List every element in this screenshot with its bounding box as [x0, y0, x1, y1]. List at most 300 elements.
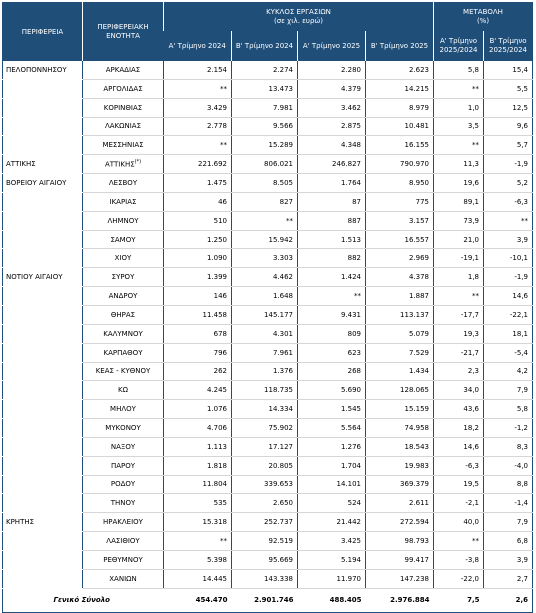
cell-regional-unit	[83, 249, 164, 268]
cell-q1-2025: 4.348	[298, 136, 366, 155]
cell-change-q1: 3,5	[434, 117, 484, 136]
cell-change-q1: 73,9	[434, 211, 484, 230]
cell-q2-2024: 806.021	[232, 155, 298, 174]
cell-q2-2025: 8.979	[366, 98, 434, 117]
cell-q1-2024: 15.318	[164, 513, 232, 532]
header-q2-2025: Β' Τρίμηνο 2025	[366, 31, 434, 61]
cell-q1-2024: 5.398	[164, 550, 232, 569]
cell-q1-2025: 11.970	[298, 569, 366, 588]
cell-q2-2024: 145.177	[232, 305, 298, 324]
cell-change-q2: 5,7	[484, 136, 533, 155]
cell-q1-2025: 887	[298, 211, 366, 230]
cell-region	[3, 117, 83, 136]
cell-regional-unit	[83, 456, 164, 475]
cell-change-q2: 8,8	[484, 475, 533, 494]
cell-regional-unit	[83, 211, 164, 230]
cell-change-q1: 14,6	[434, 437, 484, 456]
cell-q1-2024: 4.245	[164, 381, 232, 400]
regional-unit-label: ΗΡΑΚΛΕΙΟΥ	[103, 518, 143, 527]
table-row	[3, 136, 533, 155]
cell-q2-2025: 2.623	[366, 61, 434, 79]
cell-q1-2025: 14.101	[298, 475, 366, 494]
cell-q2-2024: 95.669	[232, 550, 298, 569]
cell-change-q1: **	[434, 287, 484, 306]
cell-change-q1: 40,0	[434, 513, 484, 532]
cell-change-q1: 1,8	[434, 268, 484, 287]
cell-q2-2025: 128.065	[366, 381, 434, 400]
cell-regional-unit	[83, 362, 164, 381]
cell-change-q2: 5,8	[484, 400, 533, 419]
cell-regional-unit	[83, 513, 164, 532]
cell-q2-2024: 2.274	[232, 61, 298, 79]
table-row	[3, 192, 533, 211]
cell-region	[3, 400, 83, 419]
regional-unit-label: ΡΕΘΥΜΝΟΥ	[103, 555, 143, 564]
cell-q2-2025: 1.887	[366, 287, 434, 306]
regional-unit-label: ΝΑΞΟΥ	[110, 442, 136, 451]
cell-change-q2: -4,0	[484, 456, 533, 475]
table-row	[3, 117, 533, 136]
table-row	[3, 494, 533, 513]
cell-q1-2025: 809	[298, 324, 366, 343]
regional-unit-label: ΧΙΟΥ	[114, 254, 132, 263]
cell-q1-2025: 1.704	[298, 456, 366, 475]
cell-regional-unit	[83, 419, 164, 438]
cell-change-q2: -6,3	[484, 192, 533, 211]
cell-q1-2025: 623	[298, 343, 366, 362]
total-change-q1: 7,5	[434, 588, 484, 612]
cell-region	[3, 550, 83, 569]
cell-q2-2025: 19.983	[366, 456, 434, 475]
cell-region	[3, 136, 83, 155]
cell-q1-2024: 510	[164, 211, 232, 230]
cell-q2-2024: 4.301	[232, 324, 298, 343]
cell-change-q1: 11,3	[434, 155, 484, 174]
cell-regional-unit	[83, 79, 164, 98]
cell-q1-2024: 146	[164, 287, 232, 306]
regional-unit-label: ΧΑΝΙΩΝ	[109, 574, 137, 583]
table-row	[3, 230, 533, 249]
header-q1-2025: Α' Τρίμηνο 2025	[298, 31, 366, 61]
regional-unit-label: ΚΕΑΣ - ΚΥΘΝΟΥ	[95, 367, 151, 376]
regional-unit-label: ΜΥΚΟΝΟΥ	[105, 423, 141, 432]
table-row	[3, 400, 533, 419]
cell-q1-2025: 1.764	[298, 174, 366, 193]
cell-q1-2024: 2.778	[164, 117, 232, 136]
regional-unit-label: ΚΑΡΠΑΘΟΥ	[103, 348, 143, 357]
header-q2-2024: Β' Τρίμηνο 2024	[232, 31, 298, 61]
cell-region	[3, 456, 83, 475]
table-row	[3, 211, 533, 230]
header-turnover-title: ΚΥΚΛΟΣ ΕΡΓΑΣΙΩΝ	[266, 8, 331, 16]
header-change-unit: (%)	[476, 17, 490, 25]
cell-region: ΒΟΡΕΙΟΥ ΑΙΓΑΙΟΥ	[3, 174, 83, 193]
cell-q1-2024: 262	[164, 362, 232, 381]
cell-q1-2024: 3.429	[164, 98, 232, 117]
cell-q1-2025: 2.875	[298, 117, 366, 136]
turnover-table-container	[2, 2, 532, 613]
cell-q2-2025: 10.481	[366, 117, 434, 136]
header-region: ΠΕΡΙΦΕΡΕΙΑ	[3, 3, 83, 62]
cell-q2-2024: 4.462	[232, 268, 298, 287]
cell-q2-2025: 272.594	[366, 513, 434, 532]
cell-change-q2: 2,7	[484, 569, 533, 588]
cell-change-q2: 5,5	[484, 79, 533, 98]
cell-q2-2025: 8.950	[366, 174, 434, 193]
cell-regional-unit	[83, 475, 164, 494]
cell-change-q1: -21,7	[434, 343, 484, 362]
cell-region	[3, 343, 83, 362]
regional-unit-label: ΘΗΡΑΣ	[110, 310, 136, 319]
regional-unit-label: ΣΑΜΟΥ	[110, 235, 136, 244]
cell-region	[3, 362, 83, 381]
cell-change-q1: 19,3	[434, 324, 484, 343]
regional-unit-label: ΚΟΡΙΝΘΙΑΣ	[103, 103, 143, 112]
cell-q1-2025: 268	[298, 362, 366, 381]
cell-region	[3, 437, 83, 456]
cell-change-q2: 14,6	[484, 287, 533, 306]
table-row	[3, 61, 533, 79]
cell-q1-2024: 14.445	[164, 569, 232, 588]
regional-unit-label: ΜΕΣΣΗΝΙΑΣ	[102, 141, 144, 150]
header-change-q1: Α' Τρίμηνο 2025/2024	[434, 31, 484, 61]
cell-region	[3, 532, 83, 551]
table-row	[3, 249, 533, 268]
cell-region	[3, 475, 83, 494]
regional-unit-label: ΛΑΣΙΘΙΟΥ	[106, 537, 140, 546]
cell-change-q2: 9,6	[484, 117, 533, 136]
cell-q1-2024: 1.818	[164, 456, 232, 475]
regional-unit-label: ΤΗΝΟΥ	[110, 499, 136, 508]
table-row	[3, 513, 533, 532]
cell-change-q1: -22,0	[434, 569, 484, 588]
table-footer	[3, 588, 533, 612]
cell-change-q1: 21,0	[434, 230, 484, 249]
cell-change-q2: 12,5	[484, 98, 533, 117]
cell-region	[3, 494, 83, 513]
cell-regional-unit	[83, 98, 164, 117]
cell-regional-unit	[83, 61, 164, 79]
cell-regional-unit	[83, 136, 164, 155]
cell-q1-2025: 21.442	[298, 513, 366, 532]
cell-regional-unit	[83, 550, 164, 569]
cell-region	[3, 79, 83, 98]
cell-regional-unit	[83, 268, 164, 287]
cell-q1-2025: 3.425	[298, 532, 366, 551]
cell-q2-2025: 147.238	[366, 569, 434, 588]
cell-region	[3, 230, 83, 249]
cell-q1-2025: 9.431	[298, 305, 366, 324]
cell-q2-2025: 18.543	[366, 437, 434, 456]
cell-change-q1: 2,3	[434, 362, 484, 381]
cell-change-q1: **	[434, 136, 484, 155]
regional-unit-label: ΛΕΣΒΟΥ	[108, 178, 138, 187]
table-row	[3, 268, 533, 287]
table-row	[3, 174, 533, 193]
header-q1-2024: Α' Τρίμηνο 2024	[164, 31, 232, 61]
cell-regional-unit	[83, 324, 164, 343]
table-row	[3, 343, 533, 362]
cell-q2-2025: 1.434	[366, 362, 434, 381]
cell-q2-2024: 7.981	[232, 98, 298, 117]
cell-q1-2024: 1.090	[164, 249, 232, 268]
total-q1-2025: 488.405	[298, 588, 366, 612]
total-q2-2024: 2.901.746	[232, 588, 298, 612]
regional-unit-label: ΛΑΚΩΝΙΑΣ	[104, 122, 142, 131]
total-q2-2025: 2.976.884	[366, 588, 434, 612]
cell-change-q2: -1,2	[484, 419, 533, 438]
cell-q2-2024: 3.303	[232, 249, 298, 268]
regional-unit-label: ΑΡΓΟΛΙΔΑΣ	[103, 84, 143, 93]
cell-change-q1: 1,0	[434, 98, 484, 117]
cell-q2-2024: 15.289	[232, 136, 298, 155]
cell-q1-2025: 5.690	[298, 381, 366, 400]
cell-region	[3, 98, 83, 117]
cell-regional-unit	[83, 287, 164, 306]
table-row	[3, 362, 533, 381]
regional-unit-label: ΠΑΡΟΥ	[110, 461, 136, 470]
cell-q1-2024: 796	[164, 343, 232, 362]
cell-q1-2024: 11.458	[164, 305, 232, 324]
header-regional-unit: ΠΕΡΙΦΕΡΕΙΑΚΗ ΕΝΟΤΗΤΑ	[83, 3, 164, 62]
cell-change-q1: -3,8	[434, 550, 484, 569]
cell-region	[3, 305, 83, 324]
cell-q2-2024: 1.648	[232, 287, 298, 306]
table-body	[3, 61, 533, 588]
cell-q1-2025: 4.379	[298, 79, 366, 98]
cell-q2-2025: 16.155	[366, 136, 434, 155]
total-q1-2024: 454.470	[164, 588, 232, 612]
cell-change-q1: 19,5	[434, 475, 484, 494]
cell-regional-unit	[83, 343, 164, 362]
cell-q2-2025: 98.793	[366, 532, 434, 551]
cell-q2-2025: 74.958	[366, 419, 434, 438]
cell-change-q2: -1,9	[484, 268, 533, 287]
cell-change-q1: 34,0	[434, 381, 484, 400]
total-change-q2: 2,6	[484, 588, 533, 612]
footnote-marker: (*)	[134, 159, 142, 166]
cell-q1-2025: 882	[298, 249, 366, 268]
cell-change-q2: -1,4	[484, 494, 533, 513]
cell-change-q2: 3,9	[484, 230, 533, 249]
header-turnover-unit: (σε χιλ. ευρώ)	[273, 17, 324, 25]
cell-regional-unit	[83, 381, 164, 400]
header-change-q2: Β' Τρίμηνο 2025/2024	[484, 31, 533, 61]
table-header	[3, 3, 533, 62]
cell-q2-2024: 9.566	[232, 117, 298, 136]
cell-q2-2025: 5.079	[366, 324, 434, 343]
total-row	[3, 588, 533, 612]
cell-q1-2024: 221.692	[164, 155, 232, 174]
table-row	[3, 569, 533, 588]
cell-regional-unit	[83, 155, 164, 174]
cell-q1-2025: 87	[298, 192, 366, 211]
cell-change-q2: -10,1	[484, 249, 533, 268]
regional-unit-label: ΚΑΛΥΜΝΟΥ	[103, 329, 143, 338]
regional-unit-label: ΙΚΑΡΙΑΣ	[109, 197, 137, 206]
cell-q2-2025: 99.417	[366, 550, 434, 569]
cell-q2-2024: **	[232, 211, 298, 230]
cell-q2-2025: 2.611	[366, 494, 434, 513]
cell-region	[3, 287, 83, 306]
table-row	[3, 324, 533, 343]
cell-region	[3, 192, 83, 211]
cell-q2-2025: 14.215	[366, 79, 434, 98]
cell-q1-2025: 1.424	[298, 268, 366, 287]
cell-q1-2024: 11.804	[164, 475, 232, 494]
table-row	[3, 79, 533, 98]
cell-q2-2025: 790.970	[366, 155, 434, 174]
cell-regional-unit	[83, 174, 164, 193]
header-change	[434, 3, 533, 32]
cell-regional-unit	[83, 192, 164, 211]
cell-q2-2025: 775	[366, 192, 434, 211]
cell-q1-2025: 3.462	[298, 98, 366, 117]
cell-q1-2025: **	[298, 287, 366, 306]
regional-unit-label: ΑΡΚΑΔΙΑΣ	[105, 65, 141, 74]
cell-change-q2: **	[484, 211, 533, 230]
cell-regional-unit	[83, 494, 164, 513]
cell-change-q2: -22,1	[484, 305, 533, 324]
cell-q1-2024: 1.076	[164, 400, 232, 419]
cell-change-q1: **	[434, 532, 484, 551]
cell-change-q2: 7,9	[484, 381, 533, 400]
header-change-title: ΜΕΤΑΒΟΛΗ	[463, 8, 503, 16]
cell-q2-2024: 92.519	[232, 532, 298, 551]
cell-regional-unit	[83, 532, 164, 551]
cell-region	[3, 569, 83, 588]
regional-unit-label: ΜΗΛΟΥ	[110, 405, 136, 414]
cell-q2-2024: 1.376	[232, 362, 298, 381]
cell-change-q2: 3,9	[484, 550, 533, 569]
cell-q2-2025: 15.159	[366, 400, 434, 419]
cell-change-q2: -1,9	[484, 155, 533, 174]
cell-change-q1: **	[434, 79, 484, 98]
cell-change-q1: 18,2	[434, 419, 484, 438]
cell-regional-unit	[83, 437, 164, 456]
table-row	[3, 287, 533, 306]
cell-regional-unit	[83, 400, 164, 419]
cell-regional-unit	[83, 230, 164, 249]
cell-q1-2024: 678	[164, 324, 232, 343]
cell-q1-2024: 4.706	[164, 419, 232, 438]
cell-q1-2024: 1.113	[164, 437, 232, 456]
regional-unit-label: ΣΥΡΟΥ	[111, 273, 135, 282]
cell-change-q2: 6,8	[484, 532, 533, 551]
cell-change-q1: -17,7	[434, 305, 484, 324]
total-label: Γενικό Σύνολο	[3, 588, 164, 612]
table-row	[3, 98, 533, 117]
cell-change-q2: 15,4	[484, 61, 533, 79]
cell-change-q1: 89,1	[434, 192, 484, 211]
cell-q1-2024: 2.154	[164, 61, 232, 79]
cell-region	[3, 249, 83, 268]
regional-unit-label: ΛΗΜΝΟΥ	[107, 216, 139, 225]
cell-region: ΝΟΤΙΟΥ ΑΙΓΑΙΟΥ	[3, 268, 83, 287]
cell-q1-2025: 1.276	[298, 437, 366, 456]
cell-q1-2025: 5.194	[298, 550, 366, 569]
table-row	[3, 550, 533, 569]
cell-change-q1: -19,1	[434, 249, 484, 268]
cell-q2-2024: 118.735	[232, 381, 298, 400]
cell-regional-unit	[83, 305, 164, 324]
cell-q2-2025: 7.529	[366, 343, 434, 362]
table-row	[3, 437, 533, 456]
cell-q2-2024: 13.473	[232, 79, 298, 98]
cell-q1-2025: 246.827	[298, 155, 366, 174]
table-row	[3, 475, 533, 494]
cell-region	[3, 381, 83, 400]
regional-unit-label: ΚΩ	[118, 386, 128, 395]
cell-q1-2025: 1.545	[298, 400, 366, 419]
cell-q2-2025: 4.378	[366, 268, 434, 287]
cell-q1-2024: **	[164, 79, 232, 98]
cell-q2-2024: 143.338	[232, 569, 298, 588]
table-row	[3, 419, 533, 438]
cell-region: ΠΕΛΟΠΟΝΝΗΣΟΥ	[3, 61, 83, 79]
cell-q1-2024: **	[164, 532, 232, 551]
cell-change-q1: -6,3	[434, 456, 484, 475]
cell-q2-2025: 16.557	[366, 230, 434, 249]
cell-q2-2025: 2.969	[366, 249, 434, 268]
regional-unit-label: ΡΟΔΟΥ	[110, 480, 136, 489]
cell-q2-2024: 827	[232, 192, 298, 211]
cell-q2-2024: 252.737	[232, 513, 298, 532]
cell-region	[3, 419, 83, 438]
cell-q1-2024: **	[164, 136, 232, 155]
regional-unit-label: ΑΤΤΙΚΗΣ	[104, 160, 135, 169]
table-row	[3, 381, 533, 400]
cell-change-q2: -5,4	[484, 343, 533, 362]
cell-q2-2024: 8.505	[232, 174, 298, 193]
cell-regional-unit	[83, 117, 164, 136]
cell-q2-2024: 17.127	[232, 437, 298, 456]
cell-q1-2024: 1.399	[164, 268, 232, 287]
cell-change-q1: 5,8	[434, 61, 484, 79]
cell-change-q2: 18,1	[484, 324, 533, 343]
table-row	[3, 456, 533, 475]
cell-q1-2024: 1.250	[164, 230, 232, 249]
cell-q2-2024: 14.334	[232, 400, 298, 419]
cell-q2-2025: 369.379	[366, 475, 434, 494]
cell-region: ΚΡΗΤΗΣ	[3, 513, 83, 532]
cell-change-q1: 43,6	[434, 400, 484, 419]
cell-q2-2025: 113.137	[366, 305, 434, 324]
cell-q2-2024: 339.653	[232, 475, 298, 494]
cell-q1-2024: 46	[164, 192, 232, 211]
cell-q1-2025: 1.513	[298, 230, 366, 249]
cell-region	[3, 324, 83, 343]
table-row	[3, 532, 533, 551]
cell-q2-2024: 20.805	[232, 456, 298, 475]
cell-change-q1: 19,6	[434, 174, 484, 193]
turnover-table	[2, 2, 533, 613]
cell-regional-unit	[83, 569, 164, 588]
cell-change-q2: 4,2	[484, 362, 533, 381]
cell-region	[3, 211, 83, 230]
cell-q1-2024: 535	[164, 494, 232, 513]
cell-change-q2: 8,3	[484, 437, 533, 456]
cell-region: ΑΤΤΙΚΗΣ	[3, 155, 83, 174]
cell-q1-2024: 1.475	[164, 174, 232, 193]
header-turnover	[164, 3, 434, 32]
cell-q1-2025: 524	[298, 494, 366, 513]
table-row	[3, 305, 533, 324]
table-row	[3, 155, 533, 174]
cell-q2-2025: 3.157	[366, 211, 434, 230]
cell-change-q1: -2,1	[434, 494, 484, 513]
cell-q2-2024: 75.902	[232, 419, 298, 438]
